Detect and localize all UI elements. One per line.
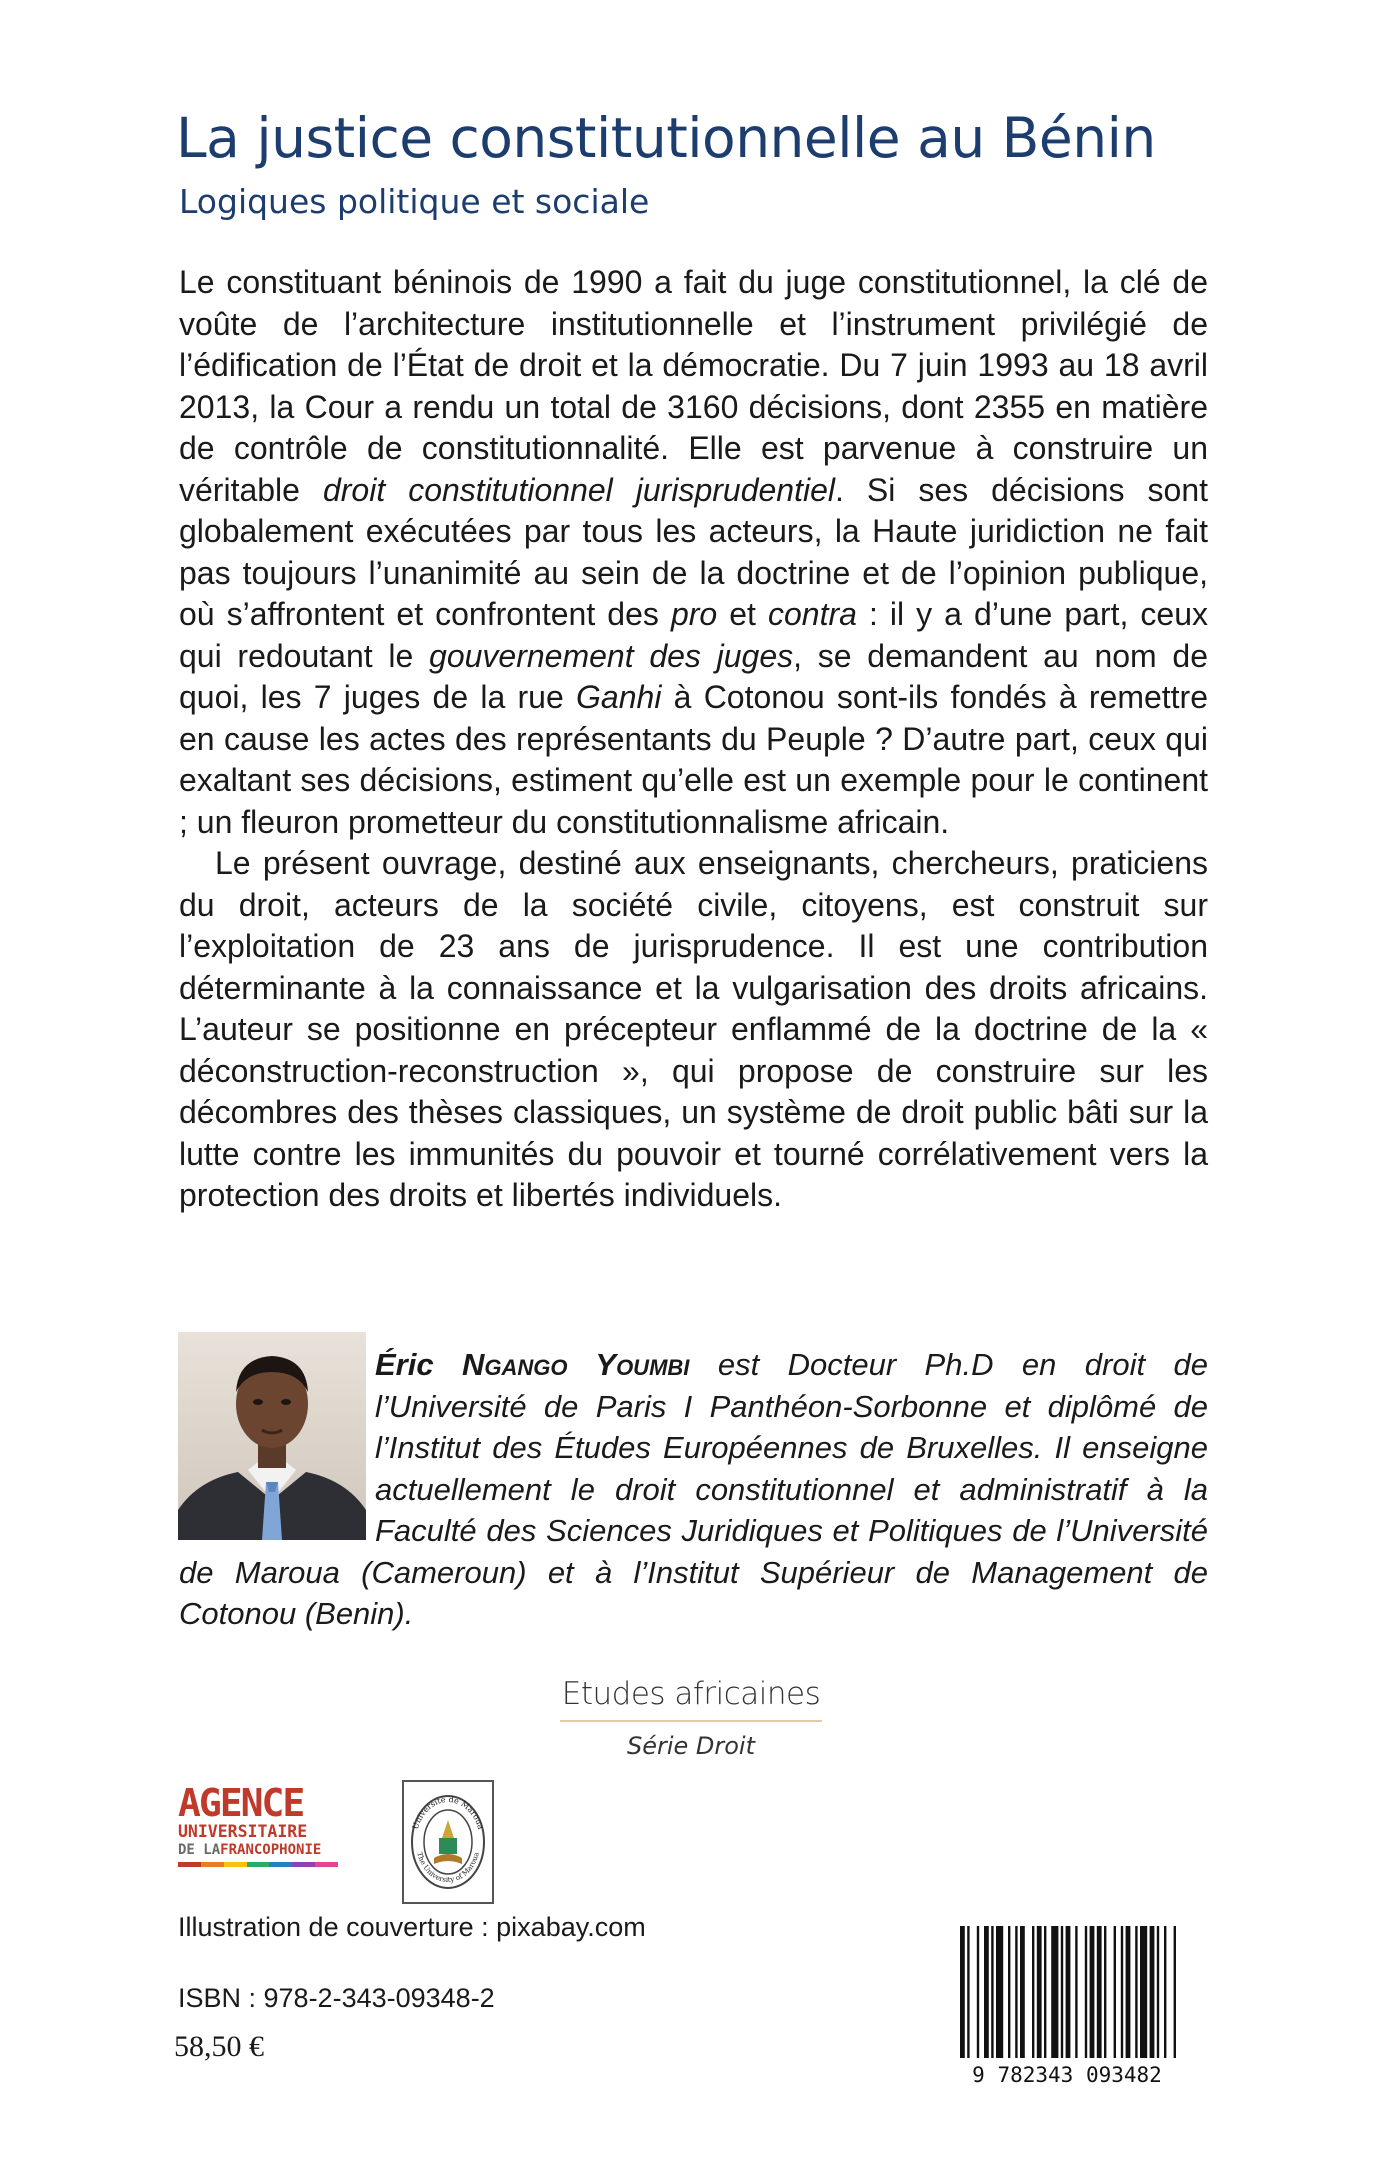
barcode-bar [1037,1926,1042,2058]
summary-text: , se demandent au nom de quoi, les 7 juges de la rue [179,637,1209,715]
barcode-bar [1090,1926,1095,2058]
maroua-motto-top: Université de Maroua [410,1794,486,1831]
summary-paragraph [179,843,1208,1217]
barcode-bar [977,1926,979,2058]
summary-emphasis: Ganhi [576,679,662,715]
barcode-bar [1157,1926,1159,2058]
barcode-bar [1164,1926,1166,2058]
barcode-bar [1075,1926,1077,2058]
author-first-name: Éric [375,1347,434,1382]
summary-emphasis: gouvernement des juges [429,637,794,674]
summary-text: et [717,596,768,632]
auf-stripe-segment [269,1862,292,1867]
auf-stripe-segment [315,1862,338,1867]
series-name: Etudes africaines [560,1676,822,1722]
barcode-bar [1121,1926,1123,2058]
barcode-bar [1097,1926,1102,2058]
barcode-bars [960,1926,1176,2058]
summary-text: à Cotonou sont-ils fondés à remettre en cause les actes des représentants du Peuple ? D’autre part, ceux qui exaltant ses décisions, estiment qu’elle est un exemple pour le continent ; un fleuron prometteur du constitutionnalisme africain. [179,679,1209,840]
summary-text: : il y a d’une part, ceux qui redoutant le [179,596,1209,674]
book-title: La justice constitutionnelle au Bénin [176,106,1156,170]
barcode-bar [1051,1926,1058,2058]
barcode-graphic [946,1920,1188,2090]
barcode-bar [984,1926,989,2058]
maroua-motto-bottom: The University of Maroua [415,1851,481,1885]
summary-emphasis: contra [767,596,857,632]
barcode-bar [1135,1926,1137,2058]
auf-stripe-segment [178,1862,201,1867]
barcode-bar [991,1926,993,2058]
barcode-bar [1140,1926,1147,2058]
series-label [560,1676,822,1760]
auf-logo-francophonie: FRANCOPHONIE [220,1841,322,1858]
auf-stripe-segment [247,1862,270,1867]
barcode-bar [1020,1926,1025,2058]
barcode-bar [1008,1926,1010,2058]
back-cover-summary [179,262,1208,1217]
auf-logo [178,1781,338,1867]
auf-stripe-segment [224,1862,247,1867]
barcode-bar [1061,1926,1063,2058]
auf-color-stripe [178,1862,338,1867]
barcode-bar [1085,1926,1087,2058]
summary-text: Le constituant béninois de 1990 a fait du juge constitutionnel, la clé de voûte de l’architecture institutionnelle et l’instrument privilégié de l’édification de l’État de droit et la démocratie. Du 7 juin 1993 au 18 avril 2013, la Cour a rendu un total de 3160 décisions, dont 2355 en matière de contrôle de constitutionnalité. Elle est parvenue à construire un véritable [179,264,1208,508]
summary-paragraph [179,262,1208,843]
auf-logo-prefix: DE LA [178,1841,221,1858]
barcode-bar [1032,1926,1034,2058]
isbn-barcode [946,1920,1188,2090]
book-subtitle: Logiques politique et sociale [179,182,650,221]
summary-emphasis: pro [670,596,718,632]
author-bio-body: est Docteur Ph.D en droit de l’Université de Paris I Panthéon-Sorbonne et diplômé de l’Institut des Études Européennes de Bruxelles. Il enseigne actuellement le droit constitutionnel et administratif à la Faculté des Sciences Juridiques et Politiques de l’Université de Maroua (Cameroun) et à l’Institut Supérieur de Management de Cotonou (Benin). [179,1347,1208,1631]
barcode-bar [1066,1926,1071,2058]
barcode-bar [1150,1926,1155,2058]
barcode-bar [1104,1926,1106,2058]
barcode-bar [960,1926,965,2058]
summary-emphasis: droit constitutionnel jurisprudentiel [322,471,835,508]
isbn-number: ISBN : 978-2-343-09348-2 [178,1983,495,2013]
university-maroua-logo [402,1780,494,1904]
auf-stripe-segment [292,1862,315,1867]
barcode-bar [1044,1926,1046,2058]
barcode-bar [1174,1926,1176,2058]
summary-text: . Si ses décisions sont globalement exécutées par tous les acteurs, la Haute juridiction ne fait pas toujours l’unanimité au sein de la doctrine et de l’opinion publique, où s’affrontent et confrontent des [179,471,1209,632]
auf-logo-line: UNIVERSITAIRE [178,1822,308,1841]
barcode-digits: 9 782343 093482 [972,2063,1162,2087]
barcode-bar [967,1926,969,2058]
maroua-crest-icon [402,1780,494,1904]
author-last-name: Ngango Youmbi [462,1347,690,1382]
barcode-bar [1126,1926,1131,2058]
author-bio [179,1344,1208,1635]
summary-text: Le présent ouvrage, destiné aux enseignants, chercheurs, praticiens du droit, acteurs de la société civile, citoyens, est construit sur l’exploitation de 23 ans de jurisprudence. Il est une contribution déterminante à la connaissance et la vulgarisation des droits africains. L’auteur se positionne en précepteur enflammé de la doctrine de la « déconstruction-reconstruction », qui propose de construire sur les décombres des thèses classiques, un système de droit public bâti sur la lutte contre les immunités du pouvoir et tourné corrélativement vers la protection des droits et libertés individuels. [179,845,1208,1213]
barcode-bar [996,1926,1003,2058]
barcode-bar [1015,1926,1017,2058]
photo-spacer [179,1344,375,1550]
auf-stripe-segment [201,1862,224,1867]
barcode-bar [1114,1926,1116,2058]
series-subtitle: Série Droit [626,1732,756,1760]
auf-logo-line: AGENCE [178,1781,304,1825]
cover-illustration-credit: Illustration de couverture : pixabay.com [178,1912,646,1942]
book-price: 58,50 € [174,2030,264,2063]
